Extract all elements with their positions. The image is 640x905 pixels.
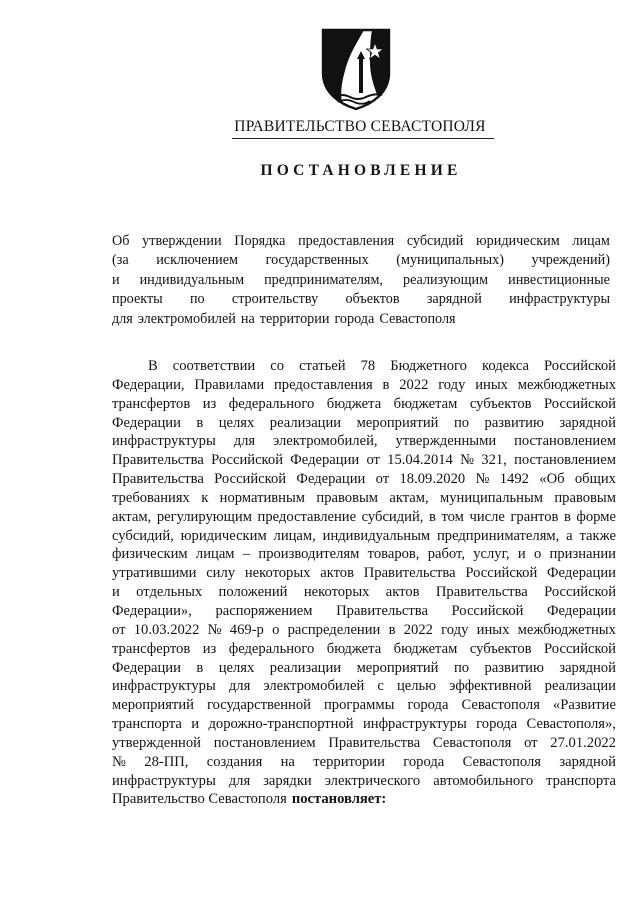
text-line: от 10.03.2022 № 469-р о распределении в 2022 году иных межбюджетных: [112, 621, 616, 638]
closing-prefix: Правительство Севастополя: [112, 791, 287, 808]
government-name: ПРАВИТЕЛЬСТВО СЕВАСТОПОЛЯ: [0, 118, 640, 139]
text-line: и отдельных положений некоторых актов Правительства Российской: [112, 584, 616, 601]
document-body: [112, 357, 616, 809]
text-line: и индивидуальным предпринимателям, реализующим инвестиционные: [112, 271, 610, 288]
text-line: транспорта и дорожно-транспортной инфраструктуры города Севастополя»,: [112, 716, 616, 733]
document-type-title: ПОСТАНОВЛЕНИЕ: [260, 162, 462, 179]
text-line: для электромобилей на территории города Севастополя: [112, 310, 456, 327]
text-line: Федерации, Правилами предоставления в 2022 году иных межбюджетных: [112, 376, 616, 393]
document-subject: [112, 232, 610, 329]
text-line: Федерации в целях реализации мероприятий по развитию зарядной: [112, 414, 616, 431]
text-line: В соответствии со статьей 78 Бюджетного кодекса Российской: [148, 358, 616, 374]
text-line: субсидий, юридическим лицам, индивидуальным предпринимателям, а также: [112, 527, 616, 544]
text-line: (за исключением государственных (муниципальных) учреждений): [112, 252, 610, 269]
text-line: инфраструктуры для электромобилей, утвержденными постановлением: [112, 433, 616, 450]
text-line: физическим лицам – производителям товаров, работ, услуг, и о признании: [112, 546, 616, 563]
sevastopol-coat-of-arms-icon: [320, 27, 392, 111]
text-line: трансфертов из федерального бюджета бюджетам субъектов Российской: [112, 640, 616, 657]
text-line: Об утверждении Порядка предоставления субсидий юридическим лицам: [112, 233, 610, 249]
text-line: инфраструктуры для зарядки электрического автомобильного транспорта: [112, 772, 616, 789]
text-line: требованиях к нормативным правовым актам, муниципальным правовым: [112, 489, 616, 506]
text-line: инфраструктуры для электромобилей с целью эффективной реализации: [112, 678, 616, 695]
text-line: утвержденной постановлением Правительства Севастополя от 27.01.2022: [112, 734, 616, 751]
text-line: Правительства Российской Федерации от 18.09.2020 № 1492 «Об общих: [112, 471, 616, 488]
text-line: № 28-ПП, создания на территории города Севастополя зарядной: [112, 753, 616, 770]
text-line: Федерации в целях реализации мероприятий по развитию зарядной: [112, 659, 616, 676]
text-line: актам, регулирующим предоставление субсидий, в том числе грантов в форме: [112, 508, 616, 525]
text-line: утратившими силу некоторых актов Правительства Российской Федерации: [112, 565, 616, 582]
text-line: мероприятий государственной программы города Севастополя «Развитие: [112, 697, 616, 714]
text-line: трансфертов из федерального бюджета бюджетам субъектов Российской: [112, 395, 616, 412]
text-line: Федерации», распоряжением Правительства Российской Федерации: [112, 602, 616, 619]
text-line: Правительства Российской Федерации от 15.04.2014 № 321, постановлением: [112, 452, 616, 469]
closing-line: [112, 790, 616, 809]
closing-verb: постановляет:: [291, 791, 387, 808]
text-line: проекты по строительству объектов зарядной инфраструктуры: [112, 291, 610, 308]
